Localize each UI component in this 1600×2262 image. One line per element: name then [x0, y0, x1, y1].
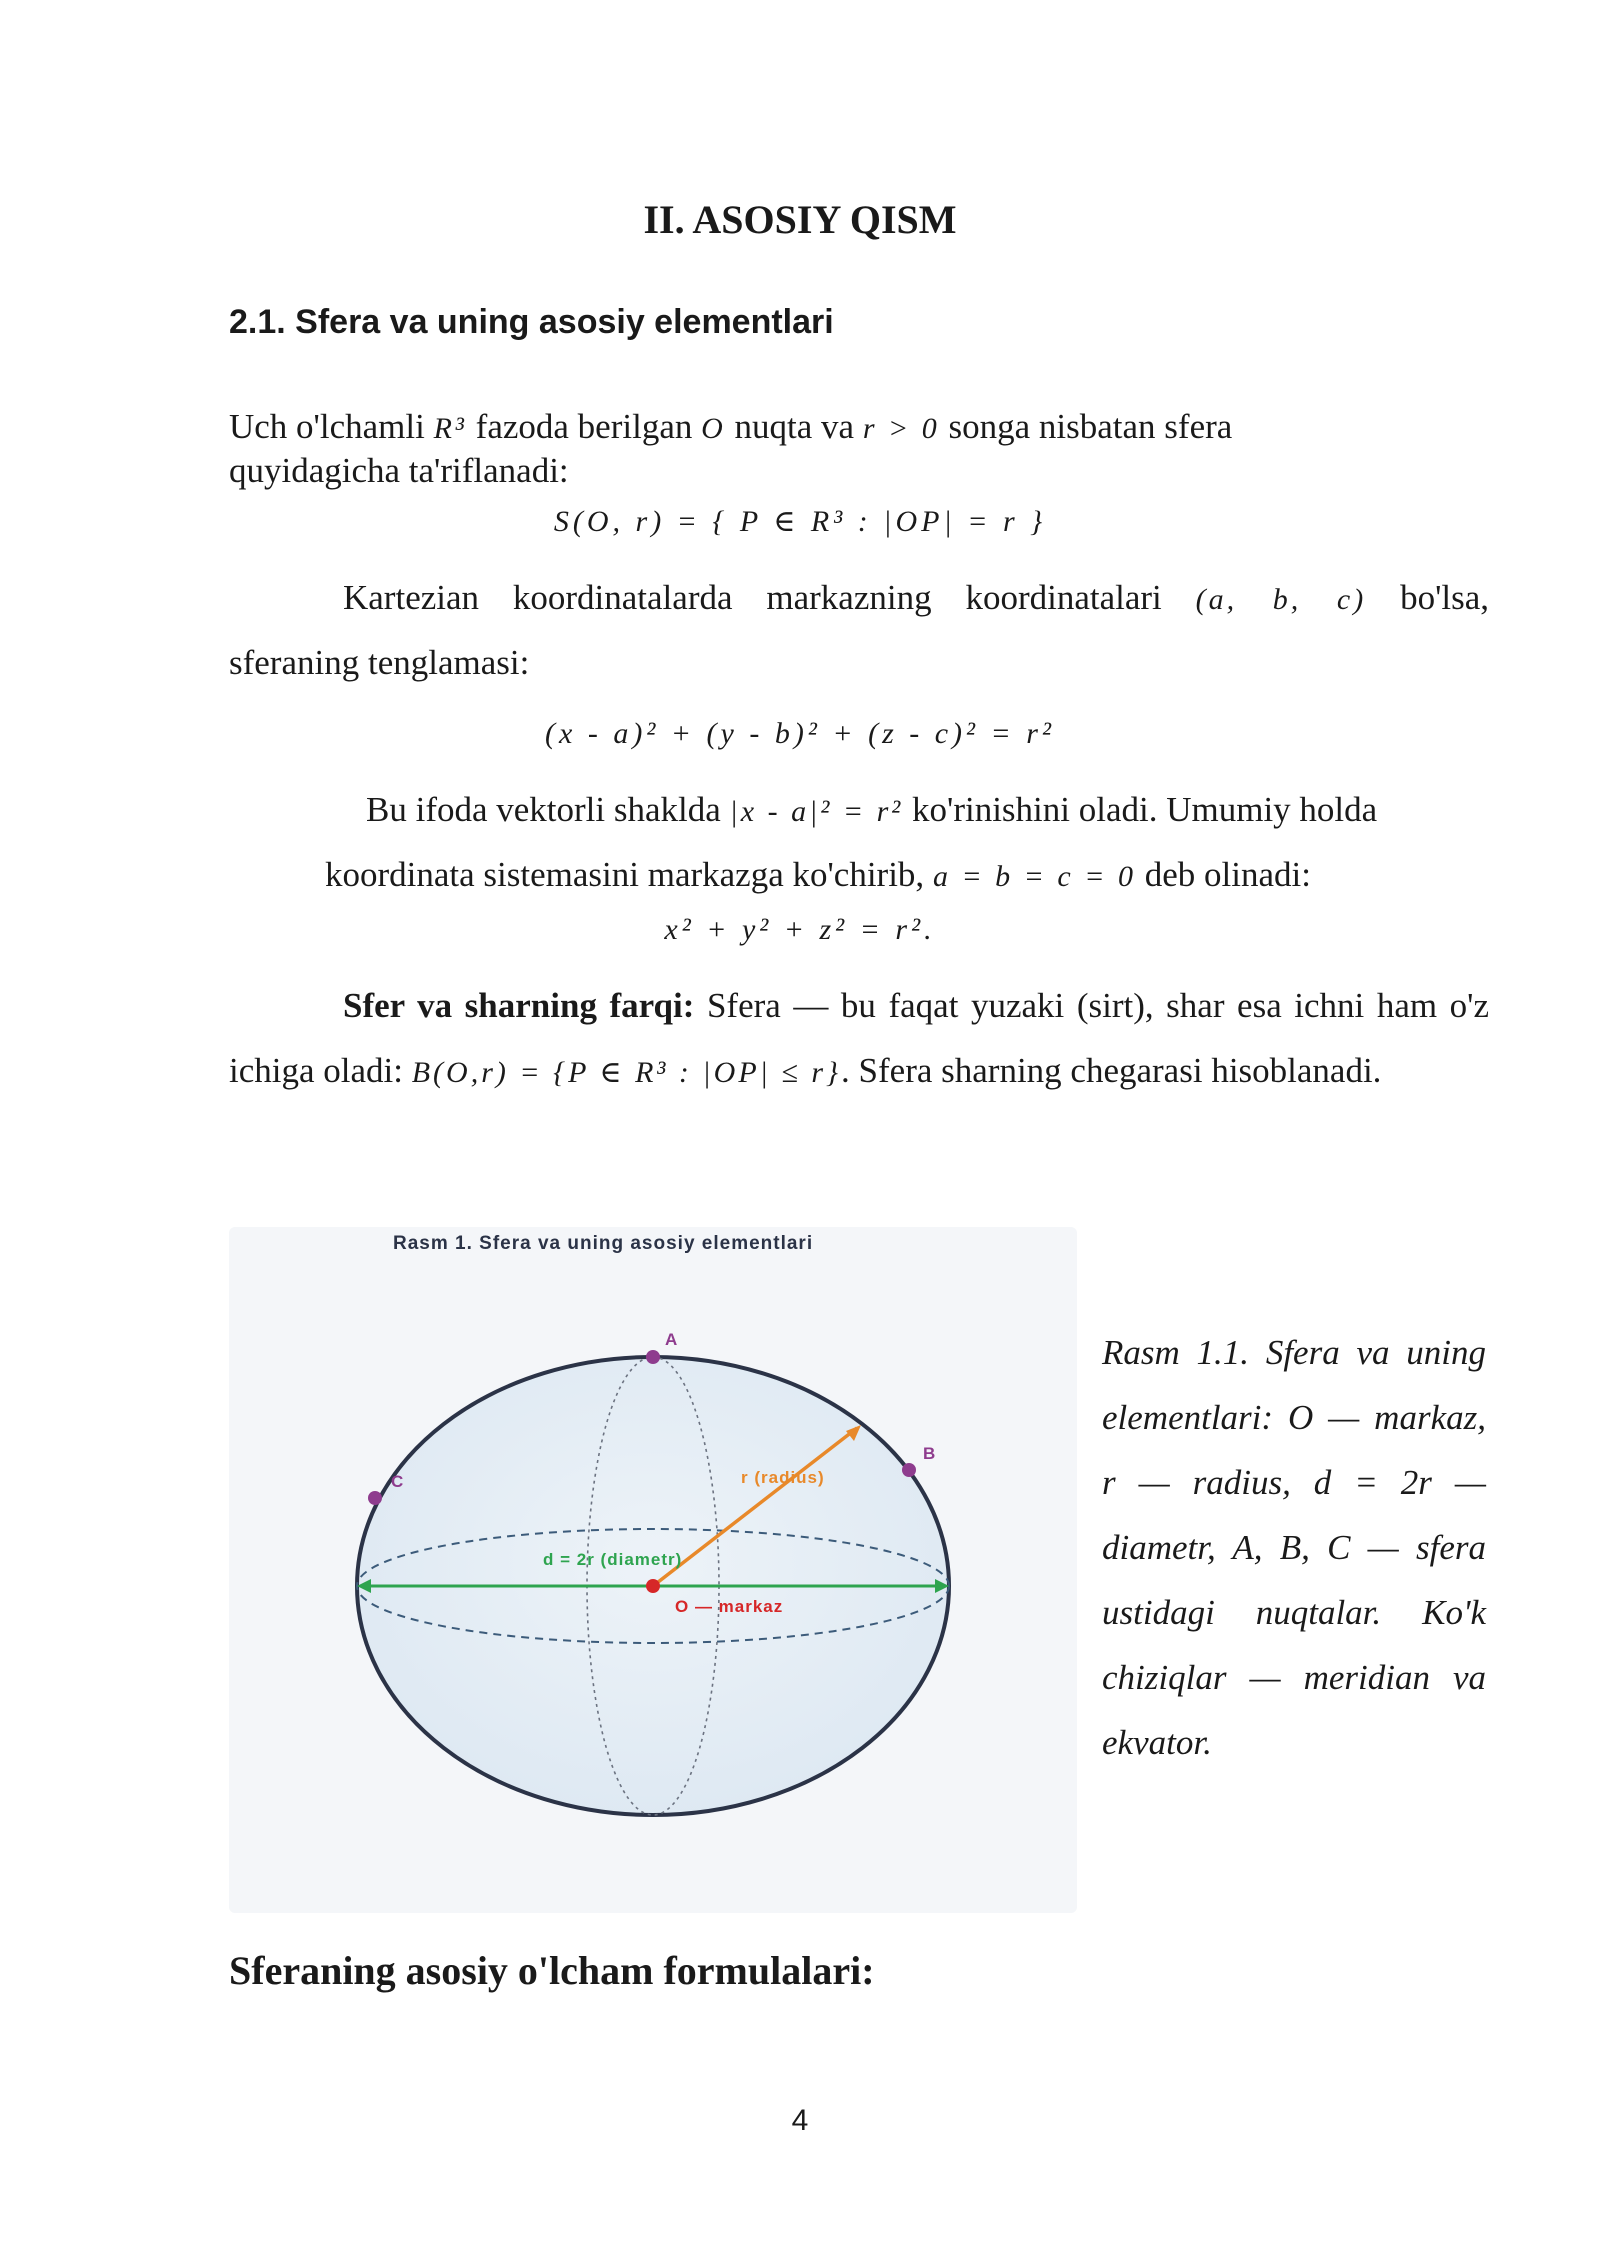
point-c [368, 1491, 382, 1505]
math-center-coords: (a, b, c) [1195, 583, 1367, 616]
label-center: O — markaz [675, 1597, 784, 1616]
formulas-heading: Sferaning asosiy o'lcham formulalari: [229, 1948, 875, 1993]
sphere-figure [229, 1227, 1077, 1913]
paragraph-cartesian [229, 576, 1489, 622]
section-title: 2.1. Sfera va uning asosiy elementlari [229, 303, 834, 341]
paragraph-vector [366, 788, 1377, 834]
intro-text-1: Uch o'lchamli [229, 407, 425, 446]
center-point-o [646, 1579, 660, 1593]
paragraph-intro [229, 405, 1489, 451]
formula-sphere-definition: S(O, r) = { P ∈ R³ : |OP| = r } [553, 505, 1047, 538]
difference-heading: Sfer va sharning farqi: [343, 986, 695, 1025]
point-b [902, 1463, 916, 1477]
cartesian-text-3: sferaning tenglamasi: [229, 643, 530, 682]
cartesian-text-1: Kartezian koordinatalarda markazning koordinatalari [343, 578, 1162, 617]
math-r-positive: r > 0 [862, 412, 940, 445]
figure-title: Rasm 1. Sfera va uning asosiy elementlari [393, 1233, 814, 1254]
label-point-c: C [391, 1472, 404, 1491]
math-origin-values: a = b = c = 0 [932, 860, 1136, 893]
intro-text-4: songa nisbatan sfera [948, 407, 1233, 446]
sphere-diagram [229, 1227, 1077, 1913]
intro-text-3: nuqta va [734, 407, 855, 446]
math-o: O [701, 412, 726, 445]
difference-text-1: Sfera — bu faqat yuzaki (sirt), shar esa ichni ham o'z ichiga oladi: [229, 986, 1489, 1090]
origin-text-1: koordinata sistemasini markazga ko'chirib, [325, 855, 925, 894]
label-diameter: d = 2r (diametr) [543, 1550, 683, 1569]
vector-text-2: ko'rinishini oladi. Umumiy holda [912, 790, 1378, 829]
vector-text-1: Bu ifoda vektorli shaklda [366, 790, 721, 829]
cartesian-text-2: bo'lsa, [1400, 578, 1490, 617]
paragraph-sphere-vs-ball [229, 973, 1489, 1105]
intro-text-2: fazoda berilgan [475, 407, 693, 446]
origin-text-2: deb olinadi: [1144, 855, 1311, 894]
math-ball-definition: B(O,r) = {P ∈ R³ : |OP| ≤ r} [411, 1056, 842, 1089]
intro-text-5: quyidagicha ta'riflanadi: [229, 451, 569, 490]
figure-caption: Rasm 1.1. Sfera va uning elementlari: O — markaz, r — radius, d = 2r — diametr, A, B, C — sfera ustidagi nuqtalar. Ko'k chiziqlar — meridian va ekvator. [1102, 1333, 1486, 1762]
label-point-a: A [665, 1330, 678, 1349]
point-a [646, 1350, 660, 1364]
formula-sphere-equation: (x - a)² + (y - b)² + (z - c)² = r² [545, 717, 1055, 750]
paragraph-origin [325, 853, 1311, 899]
label-radius: r (radius) [741, 1468, 825, 1487]
chapter-title: II. ASOSIY QISM [643, 197, 957, 242]
formula-origin-equation: x² + y² + z² = r². [664, 913, 936, 946]
page-number: 4 [791, 2104, 809, 2137]
math-r3: R³ [433, 412, 467, 445]
math-vector-form: |x - a|² = r² [729, 795, 904, 828]
difference-text-2: . Sfera sharning chegarasi hisoblanadi. [841, 1051, 1382, 1090]
label-point-b: B [923, 1444, 936, 1463]
